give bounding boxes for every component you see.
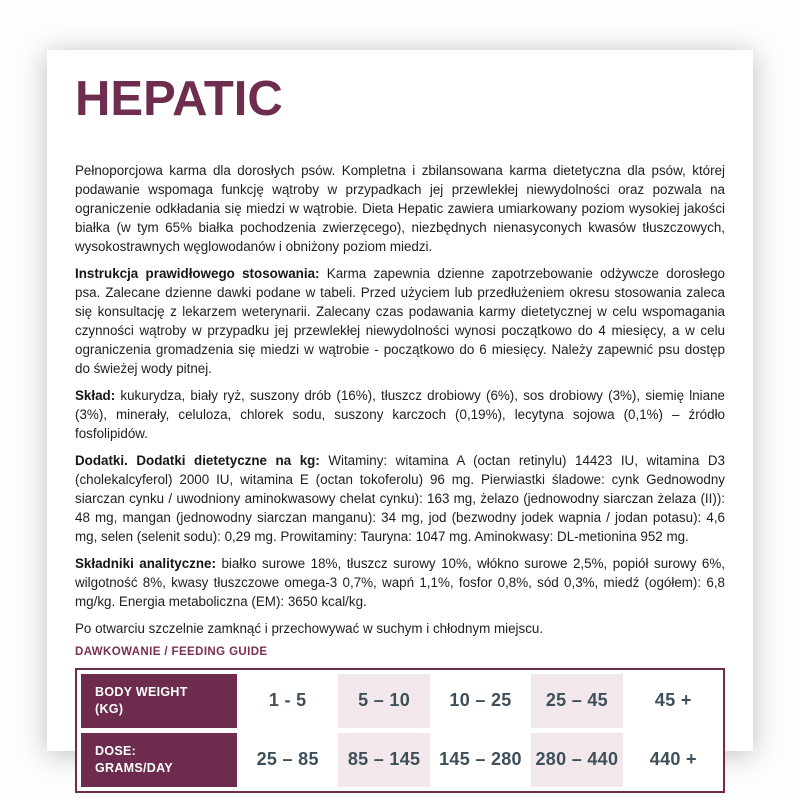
dose-label-line2: GRAMS/DAY <box>95 760 173 775</box>
paragraph-analytical <box>75 554 725 611</box>
weight-cell-4: 25 – 45 <box>531 674 622 728</box>
paragraph-storage <box>75 619 725 638</box>
weight-cell-1: 1 - 5 <box>268 690 307 711</box>
paragraph-instructions-text: Karma zapewnia dzienne zapotrzebowanie odżywcze dorosłego psa. Zalecane dzienne dawki podane w tabeli. Przed użyciem lub przedłużeniem okresu stosowania zaleca się konsultację z lekarzem weterynarii. Zalecany czas podawania karmy dietetycznej w celu wspomagania czynności wątroby w przypadku jej przewlekłej niewydolności wynosi początkowo do 4 miesięcy, a w celu ograniczenia gromadzenia się miedzi w wątrobie - początkowo do 6 miesięcy. Należy zapewnić psu dostęp do świeżej wody pitnej. <box>75 265 726 376</box>
feeding-guide-table <box>75 668 725 793</box>
paragraph-analytical-lead: Składniki analityczne: <box>75 555 216 571</box>
feeding-guide-section <box>75 646 725 793</box>
paragraph-intro <box>75 161 725 256</box>
paragraph-additives-lead: Dodatki. Dodatki dietetyczne na kg: <box>75 452 320 468</box>
dose-cell-4: 280 – 440 <box>531 733 622 787</box>
label-card <box>47 50 753 775</box>
paragraph-additives <box>75 451 725 546</box>
feeding-guide-heading: DAWKOWANIE / FEEDING GUIDE <box>75 645 268 658</box>
dose-cell-3: 145 – 280 <box>439 749 522 770</box>
paragraph-composition <box>75 386 725 443</box>
product-title: HEPATIC <box>75 72 283 126</box>
paragraph-instructions-lead: Instrukcja prawidłowego stosowania: <box>75 265 320 281</box>
paragraph-instructions <box>75 264 725 378</box>
dose-label-line1: DOSE: <box>95 743 137 758</box>
feeding-guide-row-label-weight <box>81 674 237 728</box>
weight-cell-3: 10 – 25 <box>449 690 512 711</box>
paragraph-analytical-text: białko surowe 18%, tłuszcz surowy 10%, włókno surowe 2,5%, popiół surowy 6%, wilgotność 8%, kwasy tłuszczowe omega-3 0,7%, wapń 1,1%, fosfor 0,8%, sód 0,3%, miedź (ogółem): 6,8 mg/kg. Energia metaboliczna (EM): 3650 kcal/kg. <box>75 555 725 609</box>
paragraph-composition-text: kukurydza, biały ryż, suszony drób (16%), tłuszcz drobiowy (6%), sos drobiowy (3%), siemię lniane (3%), minerały, celuloza, chlorek sodu, suszony karczoch (0,19%), lecytyna sojowa (0,1%) – źródło fosfolipidów. <box>75 387 725 441</box>
weight-cell-5: 45 + <box>654 690 692 711</box>
dose-cell-5: 440 + <box>649 749 697 770</box>
weight-label-line1: BODY WEIGHT <box>95 684 188 699</box>
dose-cell-1: 25 – 85 <box>256 749 319 770</box>
dose-cell-2: 85 – 145 <box>338 733 429 787</box>
description-block <box>75 161 725 646</box>
paragraph-composition-lead: Skład: <box>75 387 116 403</box>
paragraph-storage-text: Po otwarciu szczelnie zamknąć i przechowywać w suchym i chłodnym miejscu. <box>75 620 544 636</box>
weight-label-line2: (KG) <box>95 701 124 716</box>
paragraph-intro-text: Pełnoporcjowa karma dla dorosłych psów. Kompletna i zbilansowana karma dietetyczna dla psów, której podawanie wspomaga funkcję wątroby w przypadkach jej przewlekłej niewydolności oraz pozwala na ograniczenie odkładania się miedzi w wątrobie. Dieta Hepatic zawiera umiarkowany poziom wysokiej jakości białka (w tym 65% białka pochodzenia zwierzęcego), niezbędnych nienasyconych kwasów tłuszczowych, wysokostrawnych węglowodanów i obniżony poziom miedzi. <box>75 162 725 254</box>
weight-cell-2: 5 – 10 <box>338 674 429 728</box>
feeding-guide-row-label-dose <box>81 733 237 787</box>
paragraph-additives-text: Witaminy: witamina A (octan retinylu) 14423 IU, witamina D3 (cholekalcyferol) 2000 IU, witamina E (octan tokoferolu) 96 mg. Pierwiastki śladowe: cynk Gednowodny siarczan cynku / uwodniony aminokwasowy chelat cynku): 163 mg, żelazo (jednowodny siarczan żelaza (II)): 48 mg, mangan (jednowodny siarczan manganu): 34 mg, jod (bezwodny jodek wapnia / jodan potasu): 4,6 mg, selen (selenit sodu): 0,29 mg. Prowitaminy: Tauryna: 1047 mg. Aminokwasy: DL-metionina 952 mg. <box>75 452 725 544</box>
